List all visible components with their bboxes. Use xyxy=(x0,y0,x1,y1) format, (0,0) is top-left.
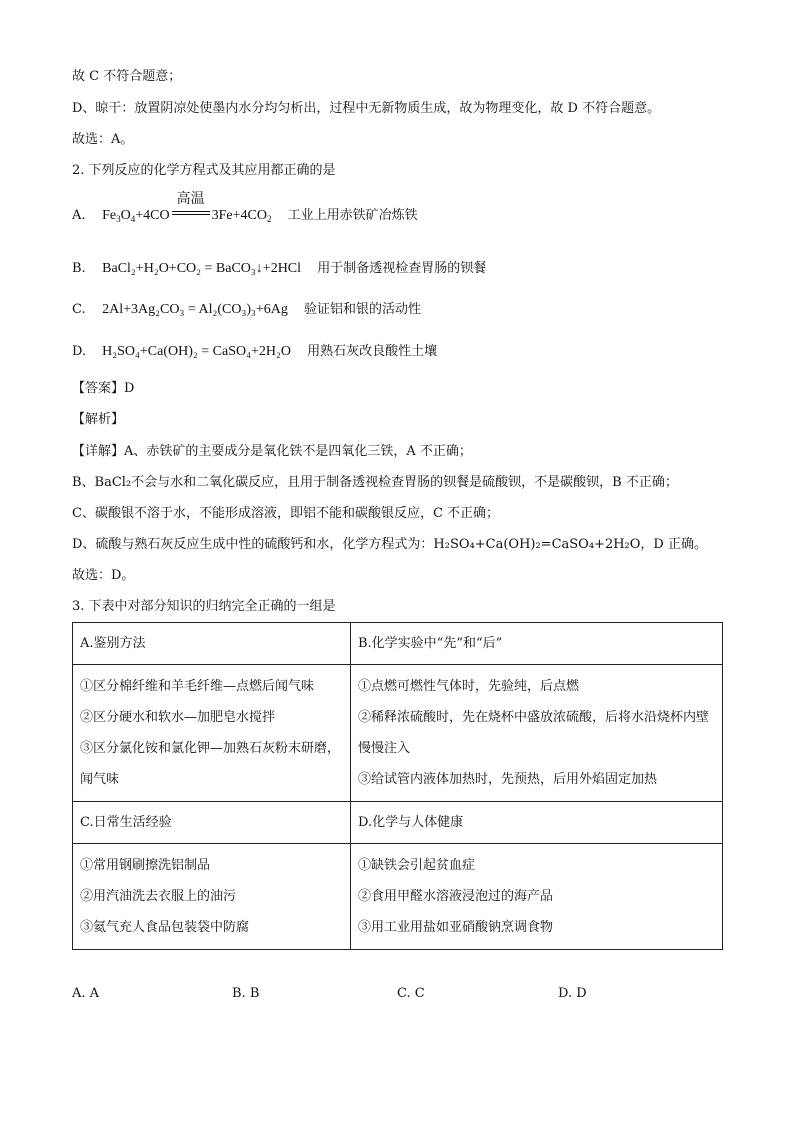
text-line: 故选：A。 xyxy=(72,132,134,147)
application: 工业上用赤铁矿冶炼铁 xyxy=(287,208,418,223)
table-cell-d-items xyxy=(351,844,723,950)
list-item: ①常用钢刷擦洗铝制品 xyxy=(80,858,211,873)
detail-line: D、硫酸与熟石灰反应生成中性的硫酸钙和水，化学方程式为：H₂SO₄+Ca(OH)₂=CaSO₄+2H₂O，D 正确。 xyxy=(72,537,707,552)
list-item: ③氦气充人食品包装袋中防腐 xyxy=(80,920,250,935)
list-item: ③区分氯化铵和氯化钾—加熟石灰粉末研磨，闻气味 xyxy=(80,741,341,787)
answer-tag: 【答案】D xyxy=(72,381,135,396)
question-3-stem: 3. 下表中对部分知识的归纳完全正确的一组是 xyxy=(72,599,336,614)
application: 用熟石灰改良酸性土壤 xyxy=(307,344,438,359)
application: 验证铝和银的活动性 xyxy=(304,302,422,317)
table-cell-c-head: C.日常生活经验 xyxy=(73,802,351,844)
choice-c[interactable]: C. C xyxy=(397,986,425,1001)
choice-a[interactable]: A. A xyxy=(72,986,100,1001)
option-label: A. xyxy=(72,208,86,223)
list-item: ②稀释浓硫酸时，先在烧杯中盛放浓硫酸，后将水沿烧杯内壁慢慢注入 xyxy=(358,710,710,756)
list-item: ①区分棉纤维和羊毛纤维—点燃后闻气味 xyxy=(80,679,315,694)
equation: BaCl₂+H₂O+CO₂ = BaCO₃↓+2HCl xyxy=(102,261,302,276)
option-label: D. xyxy=(72,344,87,359)
choice-d[interactable]: D. D xyxy=(558,986,587,1001)
equation: $Fe_3O_4+4CO$ 高温 $3Fe+4CO_2$ xyxy=(102,192,272,224)
analysis-tag: 【解析】 xyxy=(72,412,125,427)
list-item: ②食用甲醛水溶液浸泡过的海产品 xyxy=(358,889,554,904)
list-item: ②用汽油洗去衣服上的油污 xyxy=(80,889,237,904)
q2-option-b xyxy=(72,259,486,279)
answer-choices xyxy=(72,986,722,1006)
text-line: 故 C 不符合题意； xyxy=(72,69,182,84)
table-cell-b-head: B.化学实验中“先”和“后” xyxy=(351,623,723,665)
knowledge-table xyxy=(72,622,723,950)
option-label: C. xyxy=(72,302,86,317)
choice-b[interactable]: B. B xyxy=(232,986,260,1001)
conclusion-line: 故选：D。 xyxy=(72,568,135,583)
table-cell-c-items xyxy=(73,844,351,950)
application: 用于制备透视检查胃肠的钡餐 xyxy=(317,261,487,276)
equation: 2Al+3Ag₂CO₃ = Al₂(CO₃)₃+6Ag xyxy=(102,302,288,317)
detail-line: C、碳酸银不溶于水，不能形成溶液，即铝不能和碳酸银反应，C 不正确； xyxy=(72,506,500,521)
table-cell-b-items xyxy=(351,665,723,802)
q2-option-d xyxy=(72,342,437,362)
q2-option-a xyxy=(72,192,418,226)
table-cell-a-head: A.鉴别方法 xyxy=(73,623,351,665)
text-line: D、晾干：放置阴凉处使墨内水分均匀析出，过程中无新物质生成，故为物理变化，故 D 不符合题意。 xyxy=(72,101,661,116)
list-item: ①点燃可燃性气体时，先验纯，后点燃 xyxy=(358,679,580,694)
list-item: ②区分硬水和软水—加肥皂水搅拌 xyxy=(80,710,276,725)
question-2-stem: 2. 下列反应的化学方程式及其应用都正确的是 xyxy=(72,163,336,178)
list-item: ①缺铁会引起贫血症 xyxy=(358,858,476,873)
table-cell-d-head: D.化学与人体健康 xyxy=(351,802,723,844)
detail-line: 【详解】A、赤铁矿的主要成分是氧化铁不是四氧化三铁，A 不正确； xyxy=(72,444,472,459)
reaction-condition: 高温 xyxy=(172,206,210,226)
list-item: ③用工业用盐如亚硝酸钠烹调食物 xyxy=(358,920,554,935)
q2-option-c xyxy=(72,300,421,320)
option-label: B. xyxy=(72,261,86,276)
table-cell-a-items xyxy=(73,665,351,802)
detail-line: B、BaCl₂不会与水和二氧化碳反应，且用于制备透视检查胃肠的钡餐是硫酸钡，不是碳酸钡，B 不正确； xyxy=(72,475,678,490)
equation: H₂SO₄+Ca(OH)₂ = CaSO₄+2H₂O xyxy=(102,344,292,359)
list-item: ③给试管内液体加热时，先预热，后用外焰固定加热 xyxy=(358,772,658,787)
